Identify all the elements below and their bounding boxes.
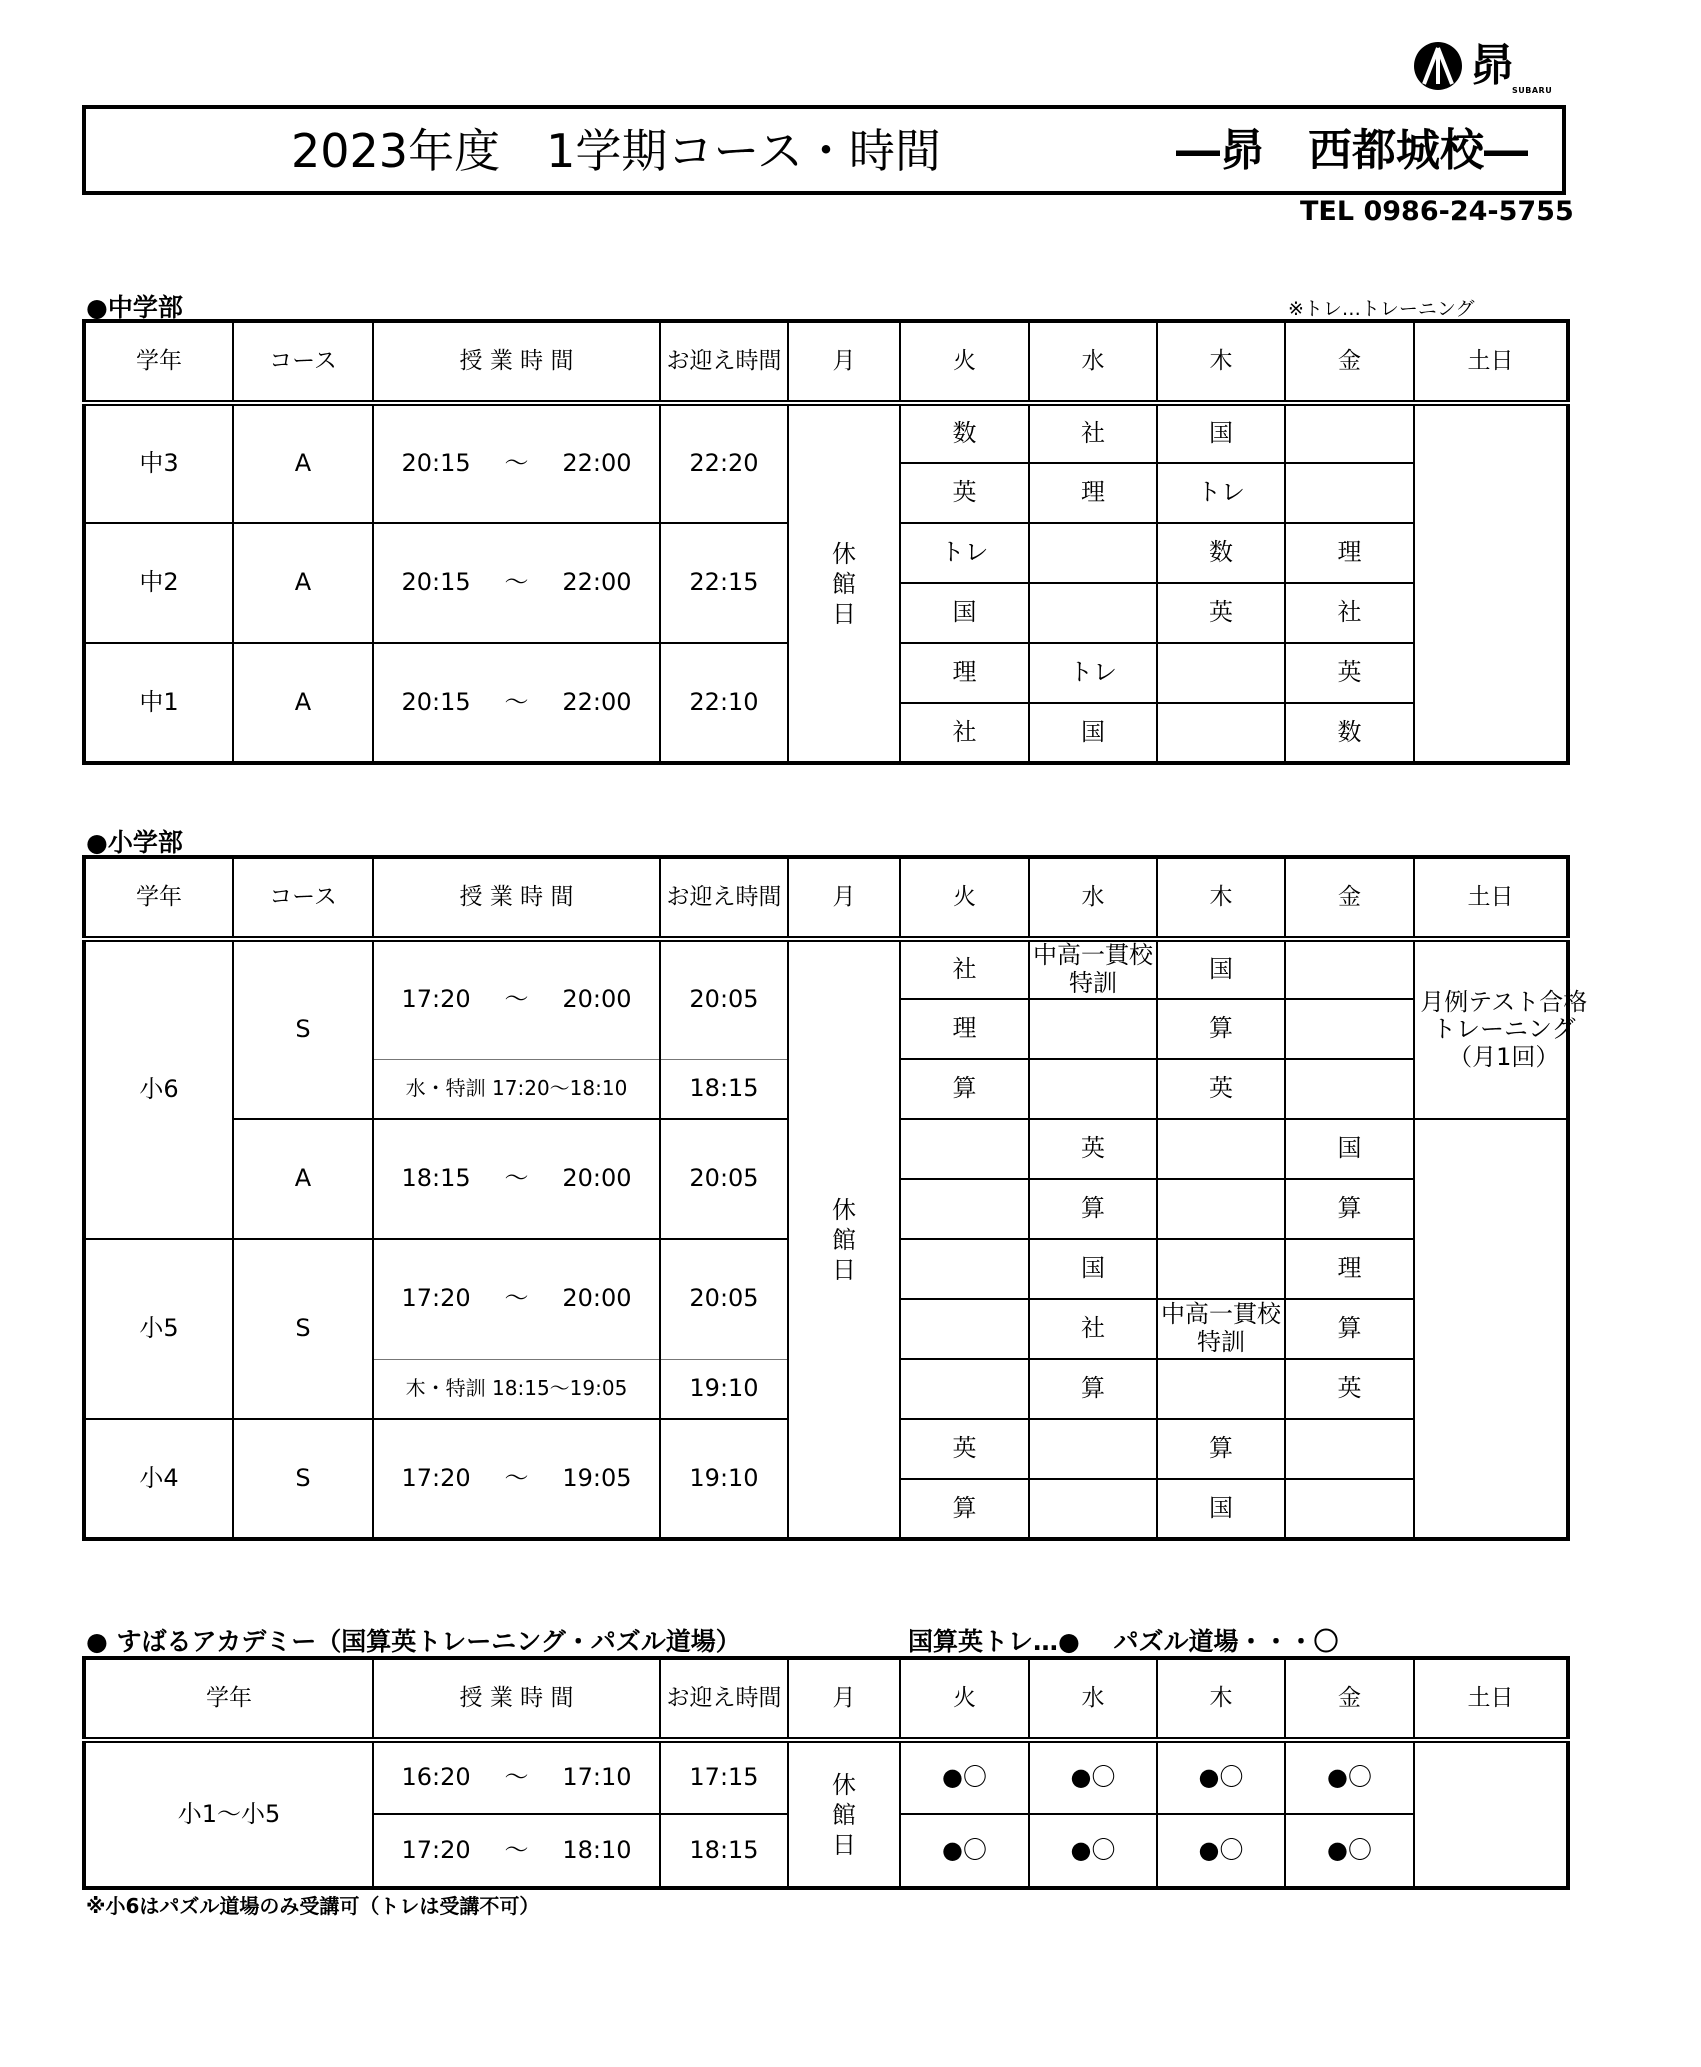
time-cell: 20:15 ～ 22:00 bbox=[373, 523, 660, 643]
slot-cell: 国 bbox=[900, 583, 1029, 643]
pickup-cell: 22:20 bbox=[660, 403, 788, 523]
slot-cell: 英 bbox=[1029, 1119, 1157, 1179]
header-mon: 月 bbox=[788, 1658, 900, 1740]
weekend-cell bbox=[1414, 403, 1568, 763]
slot-cell bbox=[1029, 1059, 1157, 1119]
course-cell: S bbox=[233, 1239, 373, 1419]
academy-section-label: ● すばるアカデミー（国算英トレーニング・パズル道場） bbox=[86, 1627, 741, 1656]
header-grade: 学年 bbox=[84, 1658, 373, 1740]
slot-cell: 社 bbox=[1029, 1299, 1157, 1359]
pickup-cell: 18:15 bbox=[660, 1814, 788, 1888]
time-cell: 17:20 ～ 20:00 bbox=[373, 1239, 660, 1359]
mark-cell: ●〇 bbox=[900, 1814, 1029, 1888]
time-cell: 16:20 ～ 17:10 bbox=[373, 1740, 660, 1814]
time-cell: 20:15 ～ 22:00 bbox=[373, 403, 660, 523]
slot-cell: 英 bbox=[900, 463, 1029, 523]
slot-cell: 算 bbox=[1157, 1419, 1285, 1479]
header-thu: 木 bbox=[1157, 1658, 1285, 1740]
grade-cell: 小4 bbox=[84, 1419, 233, 1539]
mark-cell: ●〇 bbox=[1285, 1740, 1414, 1814]
weekend-cell bbox=[1414, 1119, 1568, 1539]
course-cell: A bbox=[233, 1119, 373, 1239]
slot-cell bbox=[1285, 1419, 1414, 1479]
slot-cell: 理 bbox=[900, 643, 1029, 703]
header-tue: 火 bbox=[900, 1658, 1029, 1740]
special-time-cell: 水・特訓 17:20～18:10 bbox=[373, 1059, 660, 1119]
time-cell: 18:15 ～ 20:00 bbox=[373, 1119, 660, 1239]
pickup-cell: 20:05 bbox=[660, 1119, 788, 1239]
header-fri: 金 bbox=[1285, 857, 1414, 939]
grade-cell: 小5 bbox=[84, 1239, 233, 1419]
header-tue: 火 bbox=[900, 321, 1029, 403]
slot-cell bbox=[1029, 1479, 1157, 1539]
header-wed: 水 bbox=[1029, 857, 1157, 939]
elementary-table bbox=[82, 855, 1588, 1541]
closed-day-cell: 休館日 bbox=[788, 403, 900, 763]
closed-day-cell: 休館日 bbox=[788, 1740, 900, 1888]
slot-cell bbox=[1285, 403, 1414, 463]
header-grade: 学年 bbox=[84, 321, 233, 403]
slot-cell bbox=[1285, 463, 1414, 523]
slot-cell: 国 bbox=[1029, 1239, 1157, 1299]
header-pickup: お迎え時間 bbox=[660, 321, 788, 403]
logo-mark: 昴 bbox=[1470, 40, 1512, 91]
pickup-cell: 20:05 bbox=[660, 1239, 788, 1359]
slot-cell bbox=[900, 1239, 1029, 1299]
slot-cell: 英 bbox=[1285, 643, 1414, 703]
course-cell: A bbox=[233, 643, 373, 763]
time-cell: 17:20 ～ 18:10 bbox=[373, 1814, 660, 1888]
header-wed: 水 bbox=[1029, 321, 1157, 403]
slot-cell: 数 bbox=[900, 403, 1029, 463]
slot-cell: 算 bbox=[1157, 999, 1285, 1059]
slot-cell: 社 bbox=[900, 939, 1029, 999]
slot-cell: トレ bbox=[1029, 643, 1157, 703]
header-time: 授 業 時 間 bbox=[373, 321, 660, 403]
header-grade: 学年 bbox=[84, 857, 233, 939]
header-wed: 水 bbox=[1029, 1658, 1157, 1740]
time-cell: 17:20 ～ 20:00 bbox=[373, 939, 660, 1059]
pickup-cell: 20:05 bbox=[660, 939, 788, 1059]
title-box bbox=[82, 105, 1566, 195]
school-name: ―昴 西都城校― bbox=[1176, 125, 1528, 176]
header-pickup: お迎え時間 bbox=[660, 1658, 788, 1740]
course-cell: A bbox=[233, 523, 373, 643]
header-tue: 火 bbox=[900, 857, 1029, 939]
slot-cell: トレ bbox=[900, 523, 1029, 583]
middle-section-label: ●中学部 bbox=[86, 293, 183, 322]
slot-cell bbox=[900, 1299, 1029, 1359]
time-cell: 17:20 ～ 19:05 bbox=[373, 1419, 660, 1539]
slot-cell bbox=[1285, 1059, 1414, 1119]
mark-cell: ●〇 bbox=[1029, 1740, 1157, 1814]
header-course: コース bbox=[233, 321, 373, 403]
slot-cell: 理 bbox=[1285, 1239, 1414, 1299]
slot-cell: 数 bbox=[1157, 523, 1285, 583]
slot-cell: 算 bbox=[1029, 1359, 1157, 1419]
weekend-cell bbox=[1414, 1740, 1568, 1888]
slot-cell: 国 bbox=[1157, 1479, 1285, 1539]
logo-sub: SUBARU bbox=[1512, 86, 1553, 95]
slot-cell bbox=[1157, 643, 1285, 703]
header-pickup: お迎え時間 bbox=[660, 857, 788, 939]
slot-cell bbox=[1157, 1239, 1285, 1299]
telephone: TEL 0986-24-5755 bbox=[1300, 196, 1574, 227]
header-mon: 月 bbox=[788, 321, 900, 403]
slot-cell: 社 bbox=[1029, 403, 1157, 463]
mark-cell: ●〇 bbox=[1157, 1814, 1285, 1888]
slot-cell bbox=[900, 1179, 1029, 1239]
header-fri: 金 bbox=[1285, 1658, 1414, 1740]
pickup-cell: 22:10 bbox=[660, 643, 788, 763]
mark-cell: ●〇 bbox=[1157, 1740, 1285, 1814]
elementary-section-label: ●小学部 bbox=[86, 828, 183, 857]
slot-cell: 理 bbox=[1285, 523, 1414, 583]
grade-cell: 中2 bbox=[84, 523, 233, 643]
slot-cell bbox=[900, 1359, 1029, 1419]
slot-cell: 中高一貫校特訓 bbox=[1157, 1299, 1285, 1359]
slot-cell: 英 bbox=[1285, 1359, 1414, 1419]
slot-cell bbox=[1285, 939, 1414, 999]
slot-cell: トレ bbox=[1157, 463, 1285, 523]
course-cell: A bbox=[233, 403, 373, 523]
header-time: 授 業 時 間 bbox=[373, 857, 660, 939]
slot-cell: 国 bbox=[1157, 939, 1285, 999]
special-pickup-cell: 19:10 bbox=[660, 1359, 788, 1419]
slot-cell: 算 bbox=[1285, 1299, 1414, 1359]
slot-cell bbox=[1157, 1179, 1285, 1239]
time-cell: 20:15 ～ 22:00 bbox=[373, 643, 660, 763]
training-note: ※トレ…トレーニング bbox=[1288, 298, 1475, 320]
academy-footnote: ※小6はパズル道場のみ受講可（トレは受講不可） bbox=[86, 1894, 540, 1918]
slot-cell bbox=[1157, 703, 1285, 763]
mark-cell: ●〇 bbox=[1285, 1814, 1414, 1888]
slot-cell: 理 bbox=[900, 999, 1029, 1059]
special-pickup-cell: 18:15 bbox=[660, 1059, 788, 1119]
closed-day-cell: 休館日 bbox=[788, 939, 900, 1539]
page-title: 2023年度 1学期コース・時間 bbox=[291, 124, 942, 178]
pickup-cell: 17:15 bbox=[660, 1740, 788, 1814]
slot-cell bbox=[900, 1119, 1029, 1179]
header-weekend: 土日 bbox=[1414, 1658, 1568, 1740]
special-time-cell: 木・特訓 18:15～19:05 bbox=[373, 1359, 660, 1419]
slot-cell: 英 bbox=[900, 1419, 1029, 1479]
slot-cell: 算 bbox=[900, 1059, 1029, 1119]
slot-cell bbox=[1029, 1419, 1157, 1479]
slot-cell: 国 bbox=[1029, 703, 1157, 763]
slot-cell bbox=[1029, 523, 1157, 583]
mark-cell: ●〇 bbox=[1029, 1814, 1157, 1888]
grade-cell: 中1 bbox=[84, 643, 233, 763]
course-cell: S bbox=[233, 939, 373, 1119]
header-weekend: 土日 bbox=[1414, 857, 1568, 939]
slot-cell: 算 bbox=[1285, 1179, 1414, 1239]
academy-table bbox=[82, 1656, 1570, 1890]
slot-cell bbox=[1029, 583, 1157, 643]
slot-cell: 社 bbox=[1285, 583, 1414, 643]
slot-cell: 英 bbox=[1157, 583, 1285, 643]
slot-cell: 数 bbox=[1285, 703, 1414, 763]
pickup-cell: 19:10 bbox=[660, 1419, 788, 1539]
header-weekend: 土日 bbox=[1414, 321, 1568, 403]
header-fri: 金 bbox=[1285, 321, 1414, 403]
mark-cell: ●〇 bbox=[900, 1740, 1029, 1814]
academy-legend: 国算英トレ…● パズル道場・・・〇 bbox=[908, 1627, 1339, 1656]
slot-cell bbox=[1157, 1119, 1285, 1179]
slot-cell bbox=[1157, 1359, 1285, 1419]
slot-cell: 中高一貫校特訓 bbox=[1029, 939, 1157, 999]
grade-cell: 小6 bbox=[84, 939, 233, 1239]
school-logo bbox=[1412, 40, 1562, 95]
slot-cell: 国 bbox=[1157, 403, 1285, 463]
slot-cell bbox=[1285, 999, 1414, 1059]
weekend-cell: 月例テスト合格トレーニング（月1回） bbox=[1414, 939, 1568, 1119]
grade-cell: 小1～小5 bbox=[84, 1740, 373, 1888]
middle-school-table bbox=[82, 319, 1570, 765]
slot-cell: 英 bbox=[1157, 1059, 1285, 1119]
slot-cell: 算 bbox=[1029, 1179, 1157, 1239]
grade-cell: 中3 bbox=[84, 403, 233, 523]
header-mon: 月 bbox=[788, 857, 900, 939]
header-course: コース bbox=[233, 857, 373, 939]
header-thu: 木 bbox=[1157, 321, 1285, 403]
slot-cell: 算 bbox=[900, 1479, 1029, 1539]
slot-cell bbox=[1285, 1479, 1414, 1539]
slot-cell: 理 bbox=[1029, 463, 1157, 523]
header-thu: 木 bbox=[1157, 857, 1285, 939]
slot-cell: 社 bbox=[900, 703, 1029, 763]
slot-cell bbox=[1029, 999, 1157, 1059]
slot-cell: 国 bbox=[1285, 1119, 1414, 1179]
header-time: 授 業 時 間 bbox=[373, 1658, 660, 1740]
course-cell: S bbox=[233, 1419, 373, 1539]
logo-emblem-icon bbox=[1412, 40, 1464, 92]
pickup-cell: 22:15 bbox=[660, 523, 788, 643]
